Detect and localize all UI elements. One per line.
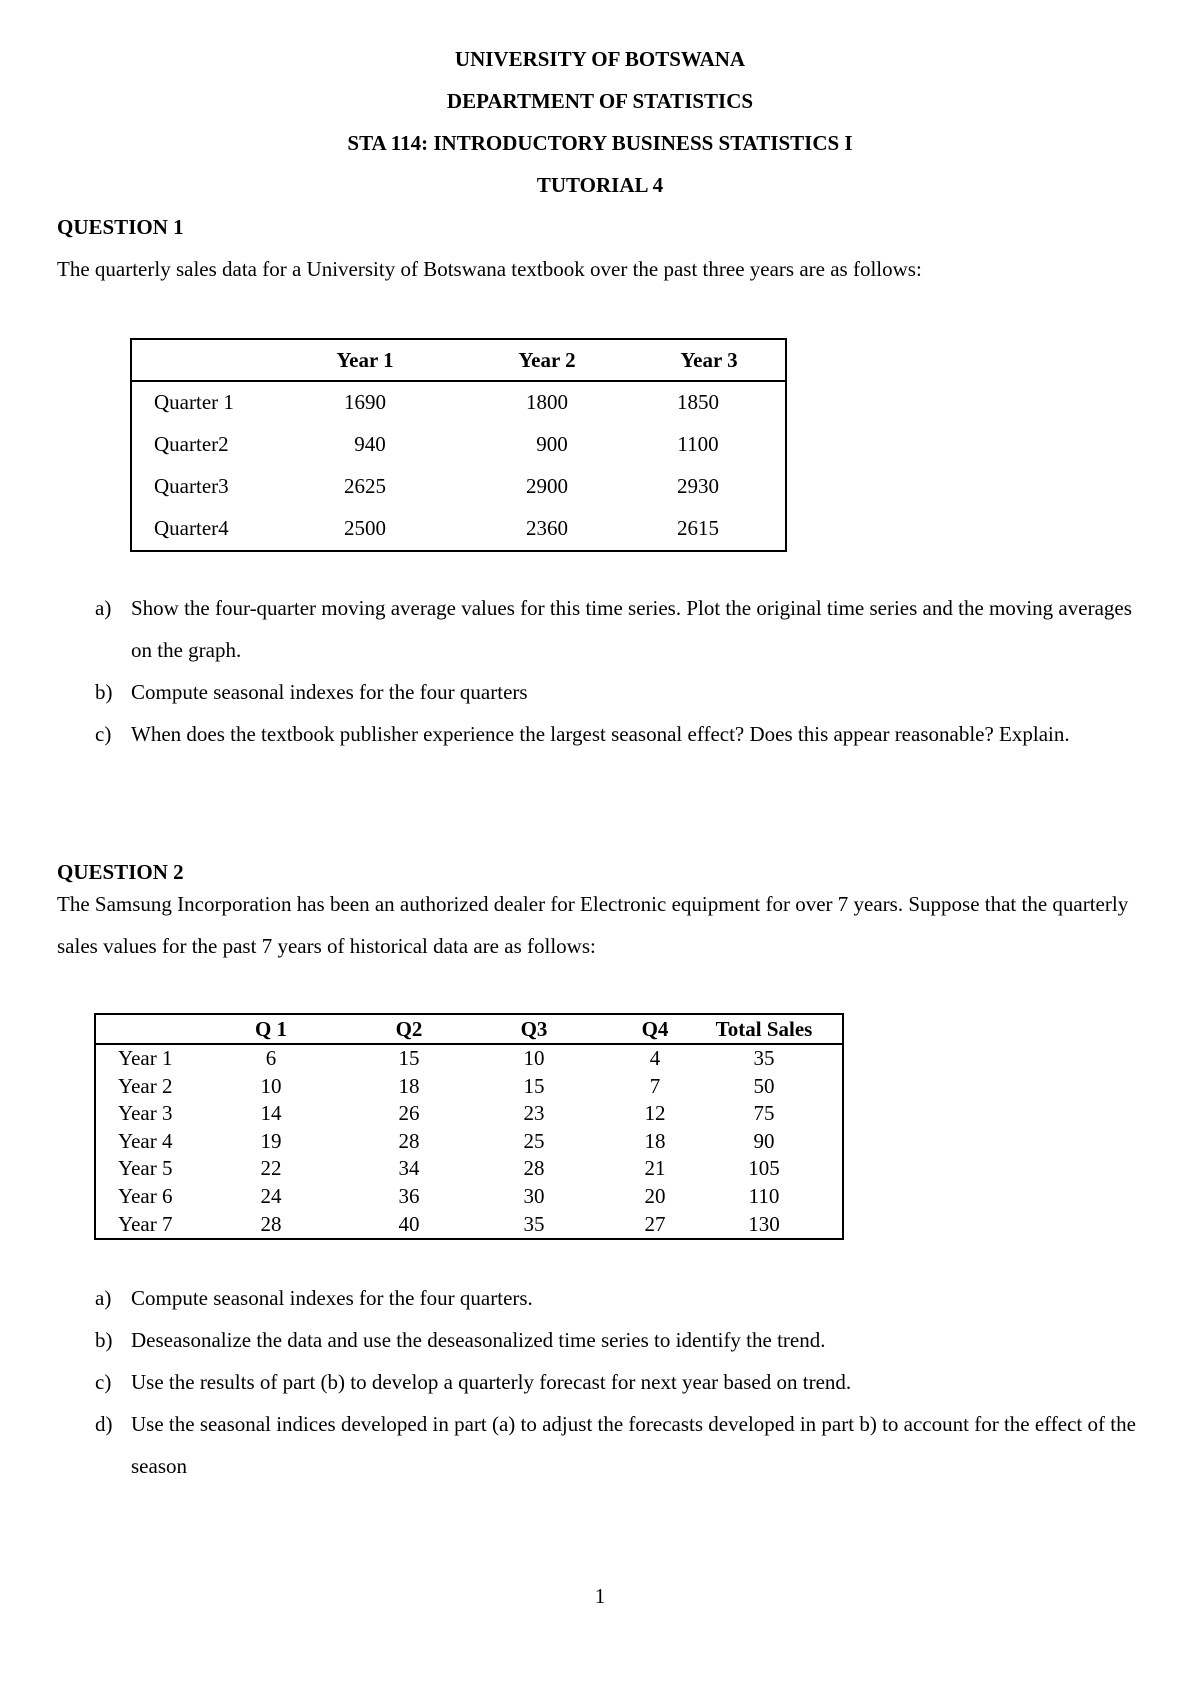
row-label: Quarter 1	[154, 390, 234, 414]
table-cell: 90	[753, 1128, 775, 1153]
row-label: Quarter3	[154, 474, 229, 498]
table-cell: 1800	[526, 390, 568, 414]
table-cell: 4	[649, 1046, 661, 1070]
table-cell: 36	[398, 1184, 420, 1208]
table-cell: 2625	[344, 474, 386, 498]
table-cell: 940	[354, 432, 386, 456]
list-item-text: When does the textbook publisher experience the largest seasonal effect? Does this appear reasonable? Explain.	[131, 722, 1070, 746]
question1-part-b	[95, 671, 1155, 713]
table-cell: 28	[260, 1211, 282, 1236]
table-cell: 34	[398, 1156, 420, 1181]
row-label: Year 4	[118, 1128, 173, 1153]
table-cell: 35	[523, 1211, 545, 1236]
list-marker: a)	[95, 596, 112, 620]
table-cell: 35	[753, 1046, 775, 1070]
list-marker: b)	[95, 680, 113, 704]
question1-part-c	[95, 713, 1155, 755]
list-item-text: Compute seasonal indexes for the four quarters	[131, 680, 528, 704]
row-label: Year 6	[118, 1184, 173, 1208]
table-cell: 19	[260, 1128, 282, 1153]
table-cell: 15	[523, 1073, 545, 1098]
column-header: Q3	[520, 1017, 548, 1041]
table-cell: 10	[260, 1073, 282, 1098]
table-cell: 7	[649, 1073, 661, 1098]
list-item-text: Compute seasonal indexes for the four quarters.	[131, 1286, 533, 1310]
tutorial-title: TUTORIAL 4	[536, 173, 664, 197]
table-cell: 130	[748, 1211, 780, 1236]
table-cell: 27	[644, 1211, 666, 1236]
table-cell: 25	[523, 1128, 545, 1153]
column-header: Q2	[395, 1017, 423, 1041]
question1-part-a	[95, 587, 1155, 671]
list-item-text: Use the seasonal indices developed in part (a) to adjust the forecasts developed in part b) to account for the effect of the season	[131, 1412, 1136, 1478]
list-item-text: Use the results of part (b) to develop a quarterly forecast for next year based on trend.	[131, 1370, 852, 1394]
column-header: Q 1	[254, 1017, 288, 1041]
course-title: STA 114: INTRODUCTORY BUSINESS STATISTICS I	[347, 131, 853, 155]
table-cell: 18	[644, 1128, 666, 1153]
row-label: Year 1	[118, 1046, 173, 1070]
table-header-row	[96, 1015, 842, 1045]
table-cell: 20	[644, 1184, 666, 1208]
question2-part-b	[95, 1319, 1155, 1361]
table-cell: 18	[398, 1073, 420, 1098]
table-cell: 21	[644, 1156, 666, 1181]
row-label: Year 7	[118, 1211, 173, 1236]
table-cell: 14	[260, 1101, 282, 1126]
table-cell: 22	[260, 1156, 282, 1181]
table-cell: 105	[748, 1156, 780, 1181]
row-label: Year 5	[118, 1156, 173, 1181]
list-marker: c)	[95, 722, 112, 746]
list-marker: a)	[95, 1286, 112, 1310]
row-label: Quarter4	[154, 516, 229, 540]
column-header: Total Sales	[715, 1017, 813, 1041]
table-cell: 26	[398, 1101, 420, 1126]
column-header: Year 3	[680, 348, 738, 372]
table-cell: 24	[260, 1184, 282, 1208]
table-cell: 1850	[677, 390, 719, 414]
table-cell: 23	[523, 1101, 545, 1126]
question1-intro: The quarterly sales data for a University of Botswana textbook over the past three years are as follows:	[57, 257, 922, 281]
table-cell: 28	[398, 1128, 420, 1153]
list-item-text: Deseasonalize the data and use the deseasonalized time series to identify the trend.	[131, 1328, 826, 1352]
table-cell: 10	[523, 1046, 545, 1070]
university-title: UNIVERSITY OF BOTSWANA	[454, 47, 746, 71]
table-cell: 12	[644, 1101, 666, 1126]
list-marker: d)	[95, 1412, 113, 1436]
question1-heading: QUESTION 1	[57, 215, 184, 239]
table-cell: 15	[398, 1046, 420, 1070]
table-cell: 50	[753, 1073, 775, 1098]
table-cell: 110	[748, 1184, 780, 1208]
question2-heading: QUESTION 2	[57, 860, 184, 884]
table-cell: 1100	[677, 432, 719, 456]
table-header-row	[132, 340, 785, 382]
table-cell: 2615	[677, 516, 719, 540]
table-cell: 1690	[344, 390, 386, 414]
list-marker: c)	[95, 1370, 112, 1394]
table-cell: 6	[265, 1046, 277, 1070]
table-cell: 2930	[677, 474, 719, 498]
page-number: 1	[594, 1584, 606, 1608]
row-label: Quarter2	[154, 432, 229, 456]
table-cell: 2360	[526, 516, 568, 540]
table-cell: 900	[536, 432, 568, 456]
list-item-text: Show the four-quarter moving average values for this time series. Plot the original time series and the moving averages on the graph.	[131, 596, 1132, 662]
column-header: Year 1	[336, 348, 394, 372]
table-cell: 30	[523, 1184, 545, 1208]
row-label: Year 3	[118, 1101, 173, 1126]
question2-intro: The Samsung Incorporation has been an authorized dealer for Electronic equipment for over 7 years. Suppose that the quarterly sales values for the past 7 years of historical data are as follows:	[57, 892, 1129, 958]
question2-part-a	[95, 1277, 1155, 1319]
table-cell: 75	[753, 1101, 775, 1126]
department-title: DEPARTMENT OF STATISTICS	[446, 89, 754, 113]
list-marker: b)	[95, 1328, 113, 1352]
table-cell: 2900	[526, 474, 568, 498]
question2-table	[94, 1013, 844, 1240]
question2-part-c	[95, 1361, 1155, 1403]
table-cell: 2500	[344, 516, 386, 540]
table-cell: 40	[398, 1211, 420, 1236]
column-header: Q4	[641, 1017, 669, 1041]
column-header: Year 2	[518, 348, 576, 372]
question2-part-d	[95, 1403, 1155, 1487]
question1-table	[130, 338, 787, 552]
table-cell: 28	[523, 1156, 545, 1181]
row-label: Year 2	[118, 1073, 173, 1098]
